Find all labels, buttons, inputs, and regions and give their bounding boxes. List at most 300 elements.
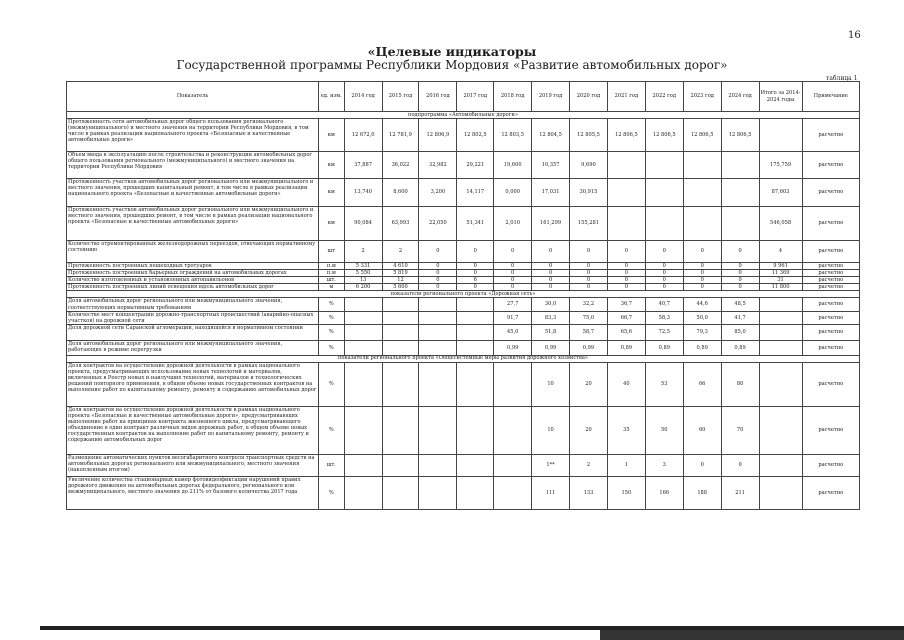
value-cell: 10 — [532, 406, 570, 454]
indicators-table — [66, 81, 860, 510]
note-cell: расчетно — [802, 311, 859, 324]
value-cell — [419, 340, 457, 355]
table-row — [67, 119, 860, 152]
value-cell: 12 806,5 — [721, 119, 759, 152]
value-cell: 5 600 — [382, 284, 419, 291]
value-cell: 0 — [570, 263, 608, 270]
document-subtitle: Государственной программы Республики Мордовия «Развитие автомобильных дорог» — [176, 58, 728, 72]
value-cell: 0 — [419, 263, 457, 270]
value-cell: 0 — [494, 284, 532, 291]
header-cell: Примечание — [802, 82, 859, 112]
value-cell: 83,3 — [532, 311, 570, 324]
header-cell: 2022 год — [645, 82, 683, 112]
value-cell — [759, 324, 802, 340]
table-row — [67, 476, 860, 509]
indicator-name: Количество изготовленных и установленных автопавильонов — [67, 277, 319, 284]
value-cell: 20 — [570, 362, 608, 406]
value-cell: 0,99 — [494, 340, 532, 355]
note-cell: расчетно — [802, 284, 859, 291]
value-cell: 0 — [683, 284, 721, 291]
value-cell — [382, 324, 419, 340]
value-cell: 0 — [645, 277, 683, 284]
unit-cell: п.м — [319, 270, 345, 277]
header-cell: 2015 год — [382, 82, 419, 112]
value-cell — [759, 362, 802, 406]
value-cell — [645, 207, 683, 241]
value-cell: 166 — [645, 476, 683, 509]
table-row — [67, 207, 860, 241]
value-cell: 0 — [457, 263, 494, 270]
value-cell — [419, 476, 457, 509]
value-cell: 11 369 — [759, 270, 802, 277]
value-cell: 32,2 — [570, 298, 608, 311]
value-cell — [419, 454, 457, 476]
value-cell — [607, 152, 645, 179]
note-cell: расчетно — [802, 119, 859, 152]
value-cell: 0 — [683, 270, 721, 277]
note-cell: расчетно — [802, 406, 859, 454]
value-cell: 0 — [607, 284, 645, 291]
note-cell: расчетно — [802, 454, 859, 476]
value-cell — [645, 179, 683, 207]
value-cell: 1 — [607, 454, 645, 476]
value-cell: 58,7 — [570, 324, 608, 340]
value-cell — [759, 406, 802, 454]
table-row — [67, 241, 860, 263]
value-cell: 45,0 — [494, 324, 532, 340]
value-cell: 29,221 — [457, 152, 494, 179]
indicator-name: Количество мест концентрации дорожно-транспортных происшествий (аварийно-опасных участков) на дорожной сети — [67, 311, 319, 324]
value-cell — [607, 179, 645, 207]
table-row — [67, 284, 860, 291]
scan-edge-shadow — [600, 630, 904, 640]
value-cell: 60 — [683, 406, 721, 454]
value-cell: 0 — [721, 284, 759, 291]
value-cell — [344, 298, 382, 311]
unit-cell: м — [319, 284, 345, 291]
value-cell: 65,6 — [607, 324, 645, 340]
value-cell: 0 — [645, 241, 683, 263]
header-cell: 2017 год — [457, 82, 494, 112]
value-cell: 13,740 — [344, 179, 382, 207]
value-cell: 12 806,5 — [607, 119, 645, 152]
unit-cell: шт — [319, 241, 345, 263]
indicator-name: Доля автомобильных дорог регионального или межмуниципального значения, работающих в режиме перегрузки — [67, 340, 319, 355]
value-cell — [457, 340, 494, 355]
note-cell: расчетно — [802, 362, 859, 406]
indicator-name: Протяженность сети автомобильных дорог общего пользования регионального (межмуниципального) и местного значения на территории Республики Мордовия, в том числе в рамках реализации национального проекта «Безопасные и качественные автомобильные дороги» — [67, 119, 319, 152]
value-cell: 8,600 — [382, 179, 419, 207]
value-cell: 0,89 — [607, 340, 645, 355]
value-cell: 0 — [532, 284, 570, 291]
value-cell: 546,058 — [759, 207, 802, 241]
value-cell: 91,7 — [494, 311, 532, 324]
value-cell: 0 — [532, 277, 570, 284]
value-cell: 66 — [683, 362, 721, 406]
unit-cell: км — [319, 119, 345, 152]
value-cell: 75,0 — [570, 311, 608, 324]
value-cell: 9 961 — [759, 263, 802, 270]
header-cell: 2019 год — [532, 82, 570, 112]
value-cell — [344, 476, 382, 509]
value-cell: 90,084 — [344, 207, 382, 241]
section-title: подпрограмма «Автомобильные дороги» — [67, 112, 860, 119]
value-cell: 6 200 — [344, 284, 382, 291]
value-cell: 0 — [607, 270, 645, 277]
value-cell: 155,281 — [570, 207, 608, 241]
value-cell: 111 — [532, 476, 570, 509]
value-cell — [419, 298, 457, 311]
value-cell: 0 — [494, 241, 532, 263]
indicator-name: Протяженность участков автомобильных дорог регионального или межмуниципального и местного значения, прошедших капитальный ремонт, в том числе в рамках реализации национального проекта «Безопасные и качественные автомобильные дороги» — [67, 179, 319, 207]
value-cell: 32,982 — [419, 152, 457, 179]
value-cell: 31 — [759, 277, 802, 284]
value-cell: 0 — [683, 241, 721, 263]
value-cell: 0 — [683, 263, 721, 270]
table-row — [67, 454, 860, 476]
value-cell: 150 — [607, 476, 645, 509]
value-cell — [382, 362, 419, 406]
table-row — [67, 362, 860, 406]
value-cell — [759, 454, 802, 476]
value-cell — [344, 406, 382, 454]
value-cell — [494, 454, 532, 476]
value-cell: 0 — [419, 270, 457, 277]
value-cell — [344, 362, 382, 406]
value-cell: 70 — [721, 406, 759, 454]
unit-cell: шт. — [319, 277, 345, 284]
note-cell: расчетно — [802, 207, 859, 241]
value-cell: 0 — [721, 270, 759, 277]
value-cell — [759, 311, 802, 324]
value-cell — [419, 311, 457, 324]
value-cell: 0 — [457, 284, 494, 291]
value-cell: 0 — [607, 277, 645, 284]
value-cell: 0,000 — [494, 179, 532, 207]
header-cell: ед. изм. — [319, 82, 345, 112]
header-cell: 2023 год — [683, 82, 721, 112]
value-cell: 12 806,5 — [683, 119, 721, 152]
value-cell — [382, 311, 419, 324]
table-row — [67, 152, 860, 179]
value-cell: 0 — [419, 277, 457, 284]
value-cell: 5 550 — [344, 270, 382, 277]
value-cell — [645, 152, 683, 179]
value-cell: 0,89 — [645, 340, 683, 355]
table-row — [67, 406, 860, 454]
value-cell: 12 806,9 — [419, 119, 457, 152]
indicator-name: Доля контрактов на осуществление дорожной деятельности в рамках национального проекта «Безопасные и качественные автомобильные дороги», предусматривающих выполнение работ на принципах контракта жизненного цикла, предусматривающего объединение в один контракт различных видов дорожных работ, в общем объеме новых государственных контрактов на выполнение работ по капитальному ремонту, ремонту и содержанию автомобильных дорог — [67, 406, 319, 454]
note-cell: расчетно — [802, 298, 859, 311]
page-number: 16 — [848, 30, 861, 41]
value-cell: 0 — [683, 454, 721, 476]
value-cell — [419, 406, 457, 454]
value-cell: 20 — [570, 406, 608, 454]
value-cell: 12 806,5 — [645, 119, 683, 152]
value-cell: 0,89 — [683, 340, 721, 355]
unit-cell: % — [319, 340, 345, 355]
document-title: «Целевые индикаторы — [367, 44, 537, 59]
value-cell — [759, 119, 802, 152]
table-body — [67, 112, 860, 510]
value-cell: 0 — [494, 263, 532, 270]
value-cell: 5 331 — [344, 263, 382, 270]
value-cell: 2 — [344, 241, 382, 263]
header-cell: 2020 год — [570, 82, 608, 112]
note-cell: расчетно — [802, 340, 859, 355]
value-cell: 12 803,5 — [494, 119, 532, 152]
value-cell: 133 — [570, 476, 608, 509]
value-cell: 10 — [532, 362, 570, 406]
value-cell: 0 — [721, 241, 759, 263]
value-cell — [721, 152, 759, 179]
value-cell — [683, 179, 721, 207]
value-cell: 35 — [607, 406, 645, 454]
value-cell: 0 — [457, 241, 494, 263]
value-cell: 5 819 — [382, 270, 419, 277]
section-title: показатели регионального проекта «Дорожная сеть» — [67, 291, 860, 298]
header-cell: 2014 год — [344, 82, 382, 112]
value-cell: 0 — [570, 284, 608, 291]
indicator-name: Размещение автоматических пунктов весогабаритного контроля транспортных средств на автомобильных дорогах регионального или межмуниципального, местного значения (накопленным итогом) — [67, 454, 319, 476]
header-cell: 2018 год — [494, 82, 532, 112]
value-cell — [457, 324, 494, 340]
table-header-row — [67, 82, 860, 112]
value-cell: 175,759 — [759, 152, 802, 179]
header-cell: 2024 год — [721, 82, 759, 112]
value-cell: 0 — [419, 241, 457, 263]
value-cell: 0,99 — [532, 340, 570, 355]
header-cell: Показатель — [67, 82, 319, 112]
unit-cell: % — [319, 406, 345, 454]
unit-cell: п.м — [319, 263, 345, 270]
note-cell: расчетно — [802, 270, 859, 277]
value-cell: 22,050 — [419, 207, 457, 241]
value-cell: 66,7 — [607, 311, 645, 324]
note-cell: расчетно — [802, 476, 859, 509]
value-cell — [382, 406, 419, 454]
value-cell — [494, 362, 532, 406]
value-cell: 51,8 — [532, 324, 570, 340]
value-cell: 0 — [570, 277, 608, 284]
value-cell — [457, 298, 494, 311]
table-row — [67, 324, 860, 340]
value-cell: 0 — [683, 277, 721, 284]
unit-cell: % — [319, 311, 345, 324]
value-cell — [494, 476, 532, 509]
table-row — [67, 179, 860, 207]
unit-cell: км — [319, 179, 345, 207]
value-cell — [419, 324, 457, 340]
indicator-name: Протяженность построенных линий освещения вдоль автомобильных дорог — [67, 284, 319, 291]
unit-cell: % — [319, 362, 345, 406]
value-cell: 0 — [457, 270, 494, 277]
value-cell: 40 — [607, 362, 645, 406]
value-cell: 53 — [645, 362, 683, 406]
table-row — [67, 263, 860, 270]
value-cell: 12 805,5 — [570, 119, 608, 152]
table-row — [67, 340, 860, 355]
value-cell: 11 800 — [759, 284, 802, 291]
value-cell: 2,010 — [494, 207, 532, 241]
value-cell: 36,022 — [382, 152, 419, 179]
value-cell: 40,7 — [645, 298, 683, 311]
note-cell: расчетно — [802, 263, 859, 270]
value-cell — [457, 311, 494, 324]
unit-cell: шт. — [319, 454, 345, 476]
value-cell: 10,357 — [532, 152, 570, 179]
note-cell: расчетно — [802, 277, 859, 284]
value-cell: 0,89 — [721, 340, 759, 355]
indicator-name: Доля дорожной сети Саранской агломерации, находящейся в нормативном состоянии — [67, 324, 319, 340]
value-cell: 27,7 — [494, 298, 532, 311]
unit-cell: % — [319, 324, 345, 340]
value-cell: 12 672,0 — [344, 119, 382, 152]
note-cell: расчетно — [802, 241, 859, 263]
value-cell: 0 — [721, 454, 759, 476]
section-header-row — [67, 112, 860, 119]
value-cell: 0 — [645, 263, 683, 270]
value-cell — [607, 207, 645, 241]
value-cell: 72,5 — [645, 324, 683, 340]
value-cell: 0 — [419, 284, 457, 291]
unit-cell: % — [319, 476, 345, 509]
indicator-name: Протяженность построенных пешеходных тротуаров — [67, 263, 319, 270]
value-cell — [457, 406, 494, 454]
note-cell: расчетно — [802, 324, 859, 340]
table-row — [67, 311, 860, 324]
value-cell — [382, 298, 419, 311]
value-cell — [382, 476, 419, 509]
value-cell — [721, 207, 759, 241]
value-cell: 0 — [532, 241, 570, 263]
value-cell: 3,200 — [419, 179, 457, 207]
value-cell: 2 — [382, 241, 419, 263]
note-cell: расчетно — [802, 179, 859, 207]
value-cell: 6 — [457, 277, 494, 284]
value-cell: 41,7 — [721, 311, 759, 324]
header-cell: 2021 год — [607, 82, 645, 112]
value-cell: 58,3 — [645, 311, 683, 324]
value-cell: 12 802,5 — [457, 119, 494, 152]
value-cell: 87,603 — [759, 179, 802, 207]
indicator-name: Доля контрактов на осуществление дорожной деятельности в рамках национального проекта, предусматривающих использование новых технологий и материалов, включенных в Реестр новых и наилучших технологий, материалов и технологических решений повторного применения, в общем объеме новых государственных контрактов на выполнение работ по капитальному ремонту, ремонту и содержанию автомобильных дорог — [67, 362, 319, 406]
value-cell: 4 — [759, 241, 802, 263]
value-cell: 0 — [721, 263, 759, 270]
value-cell — [382, 454, 419, 476]
indicator-name: Протяженность участков автомобильных дорог регионального или межмуниципального и местного значения, прошедших ремонт, в том числе в рамках реализации национального проекта «Безопасные и качественные автомобильные дороги» — [67, 207, 319, 241]
value-cell — [457, 362, 494, 406]
value-cell: 3 — [645, 454, 683, 476]
value-cell: 85,0 — [721, 324, 759, 340]
indicator-name: Увеличение количества стационарных камер фотовидеофиксации нарушений правил дорожного движения на автомобильных дорогах федерального, регионального или межмуниципального, местного значения до 211% от базового количества 2017 года — [67, 476, 319, 509]
value-cell — [759, 340, 802, 355]
value-cell: 188 — [683, 476, 721, 509]
value-cell — [457, 454, 494, 476]
value-cell: 0 — [645, 270, 683, 277]
value-cell: 12 — [382, 277, 419, 284]
value-cell: 1** — [532, 454, 570, 476]
value-cell — [344, 454, 382, 476]
note-cell: расчетно — [802, 152, 859, 179]
value-cell — [344, 340, 382, 355]
value-cell — [382, 340, 419, 355]
value-cell: 30,915 — [570, 179, 608, 207]
value-cell: 50,0 — [683, 311, 721, 324]
value-cell — [759, 298, 802, 311]
value-cell: 19,600 — [494, 152, 532, 179]
header-cell: Итого за 2014-2024 годы — [759, 82, 802, 112]
value-cell — [721, 179, 759, 207]
value-cell: 0 — [570, 270, 608, 277]
indicator-name: Доля автомобильных дорог регионального или межмуниципального значения, соответствующих нормативным требованиям — [67, 298, 319, 311]
value-cell: 79,3 — [683, 324, 721, 340]
unit-cell: % — [319, 298, 345, 311]
value-cell: 13 — [344, 277, 382, 284]
value-cell: 37,887 — [344, 152, 382, 179]
table-row — [67, 298, 860, 311]
value-cell: 0 — [532, 270, 570, 277]
value-cell: 211 — [721, 476, 759, 509]
value-cell: 4 610 — [382, 263, 419, 270]
value-cell: 17,031 — [532, 179, 570, 207]
value-cell — [494, 406, 532, 454]
value-cell: 0 — [607, 263, 645, 270]
value-cell: 44,6 — [683, 298, 721, 311]
value-cell — [683, 152, 721, 179]
value-cell: 30,0 — [532, 298, 570, 311]
indicator-name: Протяженность построенных барьерных ограждений на автомобильных дорогах — [67, 270, 319, 277]
section-header-row — [67, 355, 860, 362]
indicator-name: Количество отремонтированных железнодорожных переездов, отвечающих нормативному состоянию — [67, 241, 319, 263]
value-cell: 80 — [721, 362, 759, 406]
value-cell: 51,341 — [457, 207, 494, 241]
value-cell: 9,690 — [570, 152, 608, 179]
value-cell: 0 — [645, 284, 683, 291]
value-cell: 2 — [570, 454, 608, 476]
value-cell: 0 — [494, 277, 532, 284]
unit-cell: км — [319, 207, 345, 241]
value-cell: 50 — [645, 406, 683, 454]
value-cell — [683, 207, 721, 241]
value-cell: 0,99 — [570, 340, 608, 355]
value-cell — [344, 324, 382, 340]
section-header-row — [67, 291, 860, 298]
value-cell: 12 781,9 — [382, 119, 419, 152]
unit-cell: км — [319, 152, 345, 179]
value-cell: 0 — [494, 270, 532, 277]
value-cell: 63,993 — [382, 207, 419, 241]
value-cell: 161,299 — [532, 207, 570, 241]
value-cell — [759, 476, 802, 509]
table-row — [67, 270, 860, 277]
value-cell — [457, 476, 494, 509]
section-title: показатели регионального проекта «Общесистемные меры развития дорожного хозяйства» — [67, 355, 860, 362]
value-cell: 36,7 — [607, 298, 645, 311]
indicator-name: Объем ввода в эксплуатацию после строительства и реконструкции автомобильных дорог общего пользования регионального (межмуниципального) и местного значения на территории Республики Мордовия — [67, 152, 319, 179]
value-cell: 0 — [607, 241, 645, 263]
value-cell: 12 804,5 — [532, 119, 570, 152]
value-cell — [419, 362, 457, 406]
table-row — [67, 277, 860, 284]
value-cell: 0 — [532, 263, 570, 270]
table-label: таблица 1 — [826, 75, 858, 82]
value-cell: 14,117 — [457, 179, 494, 207]
value-cell — [344, 311, 382, 324]
value-cell: 0 — [570, 241, 608, 263]
value-cell: 48,5 — [721, 298, 759, 311]
header-cell: 2016 год — [419, 82, 457, 112]
